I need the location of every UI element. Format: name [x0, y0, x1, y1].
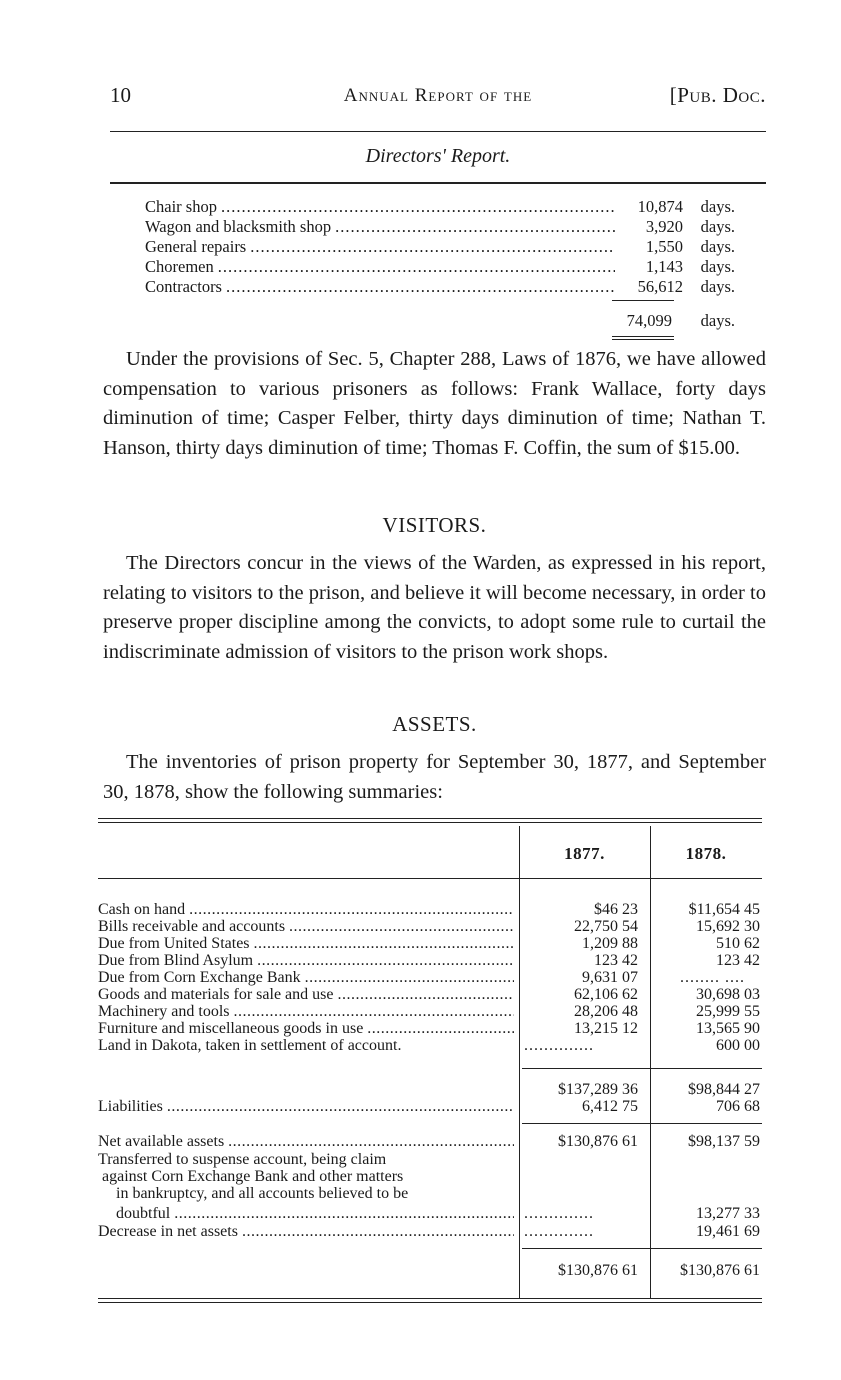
cell-1878: ........ .... [680, 969, 745, 986]
net-available-row [98, 1133, 762, 1150]
cell-1878: 30,698 03 [696, 986, 760, 1003]
table-bottom-rule [98, 1298, 762, 1299]
cell-1877: 1,209 88 [582, 935, 638, 952]
list-item-label: Wagon and blacksmith shop [145, 217, 332, 236]
days-total-unit: days. [700, 311, 735, 330]
heading-assets: ASSETS. [392, 712, 477, 736]
list-item-value: 3,920 [645, 217, 683, 236]
transferred-row-line-2 [98, 1168, 762, 1185]
cell-1877: 62,106 62 [574, 986, 638, 1003]
cell-1878: 25,999 55 [696, 1003, 760, 1020]
table-row [98, 986, 762, 1003]
list-item-unit: days. [700, 277, 735, 296]
row-label: Machinery and tools [98, 1003, 230, 1020]
list-item-unit: days. [700, 217, 735, 236]
row-label: Net available assets [98, 1133, 225, 1150]
transferred-row-line-1 [98, 1151, 762, 1168]
leader-dots [305, 969, 514, 986]
days-list [145, 197, 735, 297]
leader-dots [189, 901, 514, 918]
list-item-value: 1,143 [645, 257, 683, 276]
row-label: Due from Blind Asylum [98, 952, 254, 969]
cell-1878: $98,137 59 [688, 1133, 760, 1150]
liabilities-row [98, 1098, 762, 1115]
leader-dots [289, 918, 514, 935]
leader-dots [337, 986, 514, 1003]
section-title: Directors' Report. [365, 145, 511, 167]
row-label: Land in Dakota, taken in settlement of account. [98, 1037, 402, 1054]
cell-1877: 28,206 48 [574, 1003, 638, 1020]
list-item [145, 197, 735, 217]
total-rule [522, 1248, 762, 1249]
leader-dots [254, 935, 514, 952]
row-label: in bankruptcy, and all accounts believed to be [116, 1185, 409, 1202]
list-item-label: General repairs [145, 237, 247, 256]
row-label: Decrease in net assets [98, 1223, 238, 1240]
cell-1878: $11,654 45 [688, 901, 760, 918]
leader-dots [228, 1133, 514, 1150]
leader-dots [367, 1020, 514, 1037]
paragraph-text: Under the provisions of Sec. 5, Chapter 288, Laws of 1876, we have allowed compensation to various prisoners as follows: Frank Wallace, forty days diminution of time; Casper Felber, thirty days diminution of time; Nathan T. Hanson, thirty days diminution of time; Thomas F. Coffin, the sum of $15.00. [103, 348, 766, 459]
cell-1877: .............. [524, 1037, 594, 1054]
table-row [98, 1003, 762, 1020]
days-total-value: 74,099 [626, 311, 672, 330]
transferred-row-line-3 [98, 1185, 762, 1202]
table-top-rule-2 [98, 822, 762, 823]
leader-dots [234, 1003, 514, 1020]
list-item [145, 217, 735, 237]
transferred-row-line-4 [98, 1205, 762, 1222]
row-label: Transferred to suspense account, being claim [98, 1151, 387, 1168]
list-item [145, 237, 735, 257]
leader-dots [167, 1098, 514, 1115]
cell-1878: 123 42 [716, 952, 760, 969]
running-header [110, 83, 766, 113]
section-rule [110, 182, 766, 184]
table-row [98, 952, 762, 969]
table-row [98, 1037, 762, 1054]
leader-dots [250, 237, 615, 257]
cell-1877: .............. [524, 1223, 594, 1240]
assets-table [98, 818, 762, 1306]
cell-1878: 13,277 33 [696, 1205, 760, 1222]
subtotal-1878: $98,844 27 [688, 1081, 760, 1098]
table-row [98, 918, 762, 935]
header-rule [110, 131, 766, 132]
cell-1878: 13,565 90 [696, 1020, 760, 1037]
table-top-rule [98, 818, 762, 819]
leader-dots [218, 257, 615, 277]
list-item-label: Choremen [145, 257, 214, 276]
paragraph-text: The Directors concur in the views of the Warden, as expressed in his report, relating to visitors to the prison, and believe it will become necessary, in order to preserve proper discipline among the convicts, to adopt some rule to curtail the indiscriminate admission of visitors to the prison work shops. [103, 552, 766, 663]
leader-dots [174, 1205, 514, 1222]
list-item [145, 257, 735, 277]
cell-1878: 600 00 [716, 1037, 760, 1054]
list-item-unit: days. [700, 237, 735, 256]
subtotal-1877: $137,289 36 [558, 1081, 638, 1098]
cell-1877: $130,876 61 [558, 1133, 638, 1150]
cell-1878: 510 62 [716, 935, 760, 952]
list-item-unit: days. [700, 197, 735, 216]
list-item-label: Chair shop [145, 197, 217, 216]
list-item-label: Contractors [145, 277, 222, 296]
list-item-unit: days. [700, 257, 735, 276]
heading-visitors: VISITORS. [382, 513, 487, 537]
sum-rule [612, 300, 674, 301]
decrease-row [98, 1223, 762, 1240]
page-number: 10 [110, 83, 131, 107]
paragraph-assets [103, 748, 766, 807]
row-label: Liabilities [98, 1098, 163, 1115]
paragraph-visitors [103, 549, 766, 667]
paragraph-text: The inventories of prison property for September 30, 1877, and September 30, 1878, show the following summaries: [103, 751, 766, 803]
leader-dots [221, 197, 615, 217]
table-row [98, 1020, 762, 1037]
row-label: Goods and materials for sale and use [98, 986, 334, 1003]
running-title: Annual Report of the [343, 85, 533, 106]
leader-dots [257, 952, 514, 969]
leader-dots [242, 1223, 514, 1240]
cell-1878: 19,461 69 [696, 1223, 760, 1240]
row-label: doubtful [116, 1205, 171, 1222]
total-1877: $130,876 61 [558, 1262, 638, 1279]
document-label: [Pub. Doc. [669, 83, 766, 107]
table-row [98, 935, 762, 952]
total-row [98, 1262, 762, 1279]
subtotal-row [98, 1081, 762, 1098]
column-header-1877: 1877. [564, 844, 605, 863]
table-row [98, 901, 762, 918]
list-item-value: 10,874 [637, 197, 683, 216]
header-rule [98, 878, 762, 879]
row-label: Due from Corn Exchange Bank [98, 969, 301, 986]
cell-1877: 9,631 07 [582, 969, 638, 986]
column-header-1878: 1878. [685, 844, 727, 863]
cell-1877: $46 23 [594, 901, 638, 918]
cell-1877: 13,215 12 [574, 1020, 638, 1037]
row-label: Due from United States [98, 935, 250, 952]
row-label: Cash on hand [98, 901, 186, 918]
cell-1877: 22,750 54 [574, 918, 638, 935]
list-item-value: 56,612 [637, 277, 683, 296]
paragraph-compensation [103, 345, 766, 463]
leader-dots [226, 277, 615, 297]
table-row [98, 969, 762, 986]
double-rule-top [612, 336, 674, 337]
list-item-value: 1,550 [645, 237, 683, 256]
leader-dots [335, 217, 615, 237]
row-label: Furniture and miscellaneous goods in use [98, 1020, 364, 1037]
cell-1877: 123 42 [594, 952, 638, 969]
total-1878: $130,876 61 [680, 1262, 760, 1279]
cell-1878: 15,692 30 [696, 918, 760, 935]
subtotal-rule [522, 1068, 762, 1069]
cell-1877: .............. [524, 1205, 594, 1222]
double-rule-bottom [612, 339, 674, 340]
row-label: Bills receivable and accounts [98, 918, 286, 935]
cell-1878: 706 68 [716, 1098, 760, 1115]
cell-1877: 6,412 75 [582, 1098, 638, 1115]
table-bottom-rule-2 [98, 1302, 762, 1303]
net-rule [522, 1123, 762, 1124]
list-item [145, 277, 735, 297]
row-label: against Corn Exchange Bank and other matters [102, 1168, 404, 1185]
